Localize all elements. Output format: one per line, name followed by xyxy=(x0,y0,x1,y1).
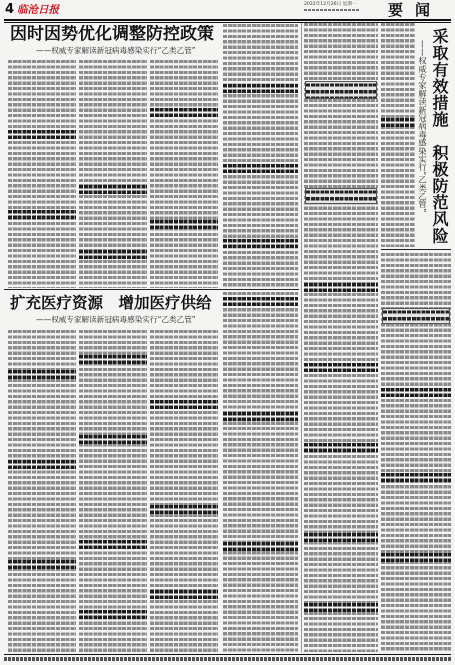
page-number: 4 xyxy=(5,2,15,17)
article-2-subhead xyxy=(150,505,218,514)
column-rule xyxy=(301,23,302,652)
article-1-body-column xyxy=(8,60,76,288)
article-1-subtitle: ——权威专家解读新冠病毒感染实行“乙类乙管” xyxy=(36,46,196,55)
article-3-body-column xyxy=(381,253,451,652)
article-2-subtitle: ——权威专家解读新冠病毒感染实行“乙类乙管” xyxy=(36,315,196,324)
issue-date: 2022年12月26日 星期一 xyxy=(304,2,357,7)
article-1-subhead xyxy=(223,239,298,248)
article-3-body-column xyxy=(381,23,415,247)
article-1-subhead xyxy=(8,130,76,139)
article-1-subhead xyxy=(79,185,147,194)
footer-info-line xyxy=(4,657,451,661)
article-2-subhead xyxy=(223,297,298,306)
article-1-body-column xyxy=(150,60,218,288)
article-1-subhead xyxy=(223,164,298,173)
article-2-body-column xyxy=(8,330,76,652)
article-3-subhead xyxy=(381,388,451,397)
article-2-subhead xyxy=(223,412,298,421)
article-3-body-column xyxy=(304,23,378,652)
article-3-head-rule xyxy=(381,249,451,250)
article-1-body-column xyxy=(223,24,298,287)
article-3-subhead xyxy=(381,473,451,482)
article-1-subhead xyxy=(150,108,218,117)
header-rule xyxy=(4,19,451,21)
editor-credit-line xyxy=(304,9,360,11)
article-3-question-box xyxy=(382,308,450,324)
article-2-body-column xyxy=(79,330,147,652)
section-title: 要闻 xyxy=(388,1,443,19)
article-1-subhead xyxy=(223,84,298,93)
article-2-subhead xyxy=(150,590,218,599)
article-2-body-column xyxy=(223,292,298,652)
article-2-headline: 扩充医疗资源 增加医疗供给 xyxy=(10,294,212,312)
article-2-body-column xyxy=(150,330,218,652)
article-3-subhead xyxy=(304,533,378,542)
article-2-subhead xyxy=(79,435,147,444)
article-divider xyxy=(4,289,299,290)
article-3-subhead xyxy=(304,283,378,292)
article-1-subhead xyxy=(150,220,218,229)
article-3-subhead xyxy=(304,363,378,372)
article-1-body-column xyxy=(79,60,147,288)
article-3-question-box xyxy=(305,188,377,204)
article-2-subhead xyxy=(223,542,298,551)
article-2-subhead xyxy=(79,355,147,364)
article-3-subhead xyxy=(304,603,378,612)
article-3-subhead xyxy=(381,553,451,562)
article-2-subhead xyxy=(79,610,147,619)
article-3-headline: 采取有效措施 积极防范风险 xyxy=(430,28,449,244)
article-2-subhead xyxy=(150,400,218,409)
masthead-logo: 临沧日报 xyxy=(17,4,59,16)
article-3-subhead xyxy=(304,443,378,452)
article-2-subhead xyxy=(8,370,76,379)
article-1-subhead xyxy=(79,250,147,259)
article-3-question-box xyxy=(305,81,377,99)
header-rule-thin xyxy=(4,22,451,23)
article-2-subhead xyxy=(8,560,76,569)
article-2-subhead xyxy=(8,460,76,469)
article-3-subtitle: ——权威专家解读新冠病毒感染实行“乙类乙管” xyxy=(418,40,428,213)
article-2-subhead xyxy=(79,540,147,549)
footer-rule xyxy=(4,654,451,655)
article-1-headline: 因时因势优化调整防控政策 xyxy=(10,25,214,44)
article-3-subhead xyxy=(381,118,415,127)
article-1-subhead xyxy=(8,210,76,219)
